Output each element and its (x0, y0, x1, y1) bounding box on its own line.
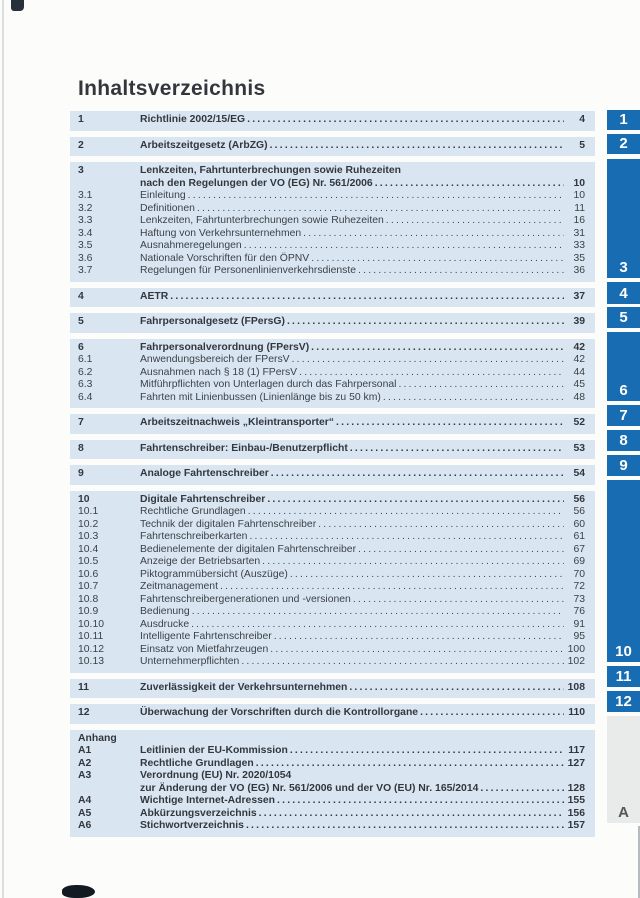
chapter-tab-4 (607, 282, 640, 304)
toc-num: 11 (78, 681, 89, 693)
toc-num: 6.3 (78, 379, 93, 390)
toc-leader (248, 506, 564, 519)
toc-leader (336, 417, 564, 430)
toc-title: Technik der digitalen Fahrtenschreiber (140, 518, 317, 530)
toc-num: 3.5 (78, 240, 93, 251)
toc-row (78, 494, 585, 507)
toc-title: AETR (140, 290, 169, 302)
toc-page (70, 78, 595, 843)
toc-title: Verordnung (EU) Nr. 2020/1054 (140, 770, 292, 781)
toc-leader (249, 531, 564, 544)
toc-title: Nationale Vorschriften für den ÖPNV (140, 252, 310, 264)
toc-page: 127 (567, 757, 585, 769)
toc-row (78, 379, 585, 392)
toc-header-row (78, 733, 585, 746)
toc-leader (247, 114, 564, 127)
toc-num: 3.7 (78, 265, 93, 276)
toc-page: 117 (568, 745, 585, 756)
toc-row (78, 581, 585, 594)
toc-leader (220, 581, 564, 594)
toc-leader (246, 820, 564, 833)
tab-label: 5 (619, 309, 628, 326)
toc-num: 10.9 (78, 606, 99, 617)
toc-leader (170, 291, 564, 304)
toc-row (78, 682, 585, 695)
toc-leader (311, 342, 564, 355)
tab-label: 10 (615, 643, 632, 660)
toc-title: Bedienung (140, 606, 190, 617)
toc-row (78, 291, 585, 304)
toc-title: Richtlinie 2002/15/EG (140, 114, 246, 125)
toc-title: Bedienelemente der digitalen Fahrtenschreiber (140, 543, 357, 555)
toc-num: 10.8 (78, 593, 99, 605)
toc-block (70, 730, 595, 837)
toc-leader (271, 468, 564, 481)
toc-row (78, 342, 585, 355)
toc-block (70, 339, 595, 409)
chapter-tab-2 (607, 134, 640, 154)
toc-num: 3.2 (78, 202, 93, 214)
toc-page: 61 (573, 531, 585, 542)
chapter-tab-1 (607, 110, 640, 130)
toc-title: Haftung von Verkehrsunternehmen (140, 227, 302, 239)
toc-title: Rechtliche Grundlagen (140, 757, 254, 769)
toc-title: Regelungen für Personenlinienverkehrsdienste (140, 265, 357, 276)
toc-num: 10.6 (78, 568, 99, 580)
chapter-tab-9 (607, 455, 640, 476)
toc-title: Fahrpersonalgesetz (FPersG) (140, 316, 285, 327)
toc-row (78, 556, 585, 569)
toc-page: 42 (573, 354, 585, 365)
toc-page: 156 (567, 807, 585, 819)
toc-leader (244, 240, 564, 253)
toc-title: Lenkzeiten, Fahrtunterbrechungen sowie Ruhezeiten (140, 165, 401, 176)
toc-block (70, 440, 595, 460)
toc-title: Arbeitszeitnachweis „Kleintransporter“ (140, 417, 335, 428)
toc-page: 16 (573, 215, 585, 226)
toc-row (78, 140, 585, 153)
toc-title: Fahrpersonalverordnung (FPersV) (140, 341, 310, 353)
toc-num: 6.4 (78, 391, 93, 403)
toc-row (78, 354, 585, 367)
toc-leader (350, 443, 564, 456)
toc-page: 70 (573, 568, 585, 580)
chapter-tab-7 (607, 405, 640, 426)
toc-num: A1 (78, 745, 92, 756)
toc-leader (358, 544, 564, 557)
toc-page: 67 (573, 543, 585, 555)
toc-num: 10.12 (78, 643, 105, 655)
toc-row (78, 506, 585, 519)
toc-num: 10.3 (78, 531, 99, 542)
tab-label: 6 (619, 382, 628, 399)
toc-title: Arbeitszeitgesetz (ArbZG) (140, 139, 268, 151)
toc-title: Zeitmanagement (140, 581, 218, 592)
chapter-tab-12 (607, 691, 640, 712)
toc-num: 10.13 (78, 656, 105, 667)
tab-label: A (618, 804, 629, 821)
toc-leader (270, 644, 564, 657)
toc-leader (375, 178, 564, 191)
tab-label: 12 (615, 693, 632, 710)
toc-leader (274, 631, 564, 644)
toc-title: Fahrtenschreiber: Einbau-/Benutzerpflicht (140, 442, 348, 454)
toc-num: A5 (78, 807, 92, 819)
toc-num: 3.3 (78, 215, 93, 226)
toc-title: Abkürzungsverzeichnis (140, 807, 257, 819)
toc-block (70, 491, 595, 673)
toc-header-label: Anhang (78, 732, 117, 744)
tab-label: 8 (619, 432, 628, 449)
toc-row (78, 203, 585, 216)
toc-leader (349, 682, 564, 695)
toc-row (78, 468, 585, 481)
toc-num: 1 (78, 114, 84, 125)
toc-leader (290, 569, 564, 582)
toc-title: Überwachung der Vorschriften durch die Kontrollorgane (140, 707, 419, 718)
toc-page: 100 (567, 643, 585, 655)
toc-page: 45 (573, 379, 585, 390)
toc-num: 10 (78, 493, 90, 505)
toc-row (78, 519, 585, 532)
toc-leader (386, 215, 564, 228)
toc-row (78, 215, 585, 228)
toc-title: nach den Regelungen der VO (EG) Nr. 561/2006 (140, 177, 373, 189)
toc-row (78, 443, 585, 456)
chapter-tab-6 (607, 332, 640, 401)
toc-row (78, 165, 585, 178)
toc-num: 6.2 (78, 366, 93, 378)
toc-leader (353, 594, 564, 607)
toc-title: zur Änderung der VO (EG) Nr. 561/2006 und der VO (EU) Nr. 165/2014 (140, 782, 479, 794)
toc-num: 2 (78, 139, 84, 151)
toc-row (78, 644, 585, 657)
toc-leader (292, 354, 564, 367)
toc-row (78, 531, 585, 544)
toc-row (78, 569, 585, 582)
toc-block (70, 679, 595, 699)
toc-row (78, 606, 585, 619)
toc-list (70, 111, 595, 837)
toc-row (78, 707, 585, 720)
scan-artifact-bottom-left (62, 885, 95, 898)
toc-page: 52 (573, 417, 585, 428)
toc-num: 4 (78, 290, 84, 302)
toc-title: Ausnahmen nach § 18 (1) FPersV (140, 366, 298, 378)
chapter-tab-11 (607, 666, 640, 687)
toc-row (78, 808, 585, 821)
toc-title: Zuverlässigkeit der Verkehrsunternehmen (140, 681, 348, 693)
chapter-tab-5 (607, 307, 640, 328)
toc-row (78, 745, 585, 758)
toc-leader (256, 758, 564, 771)
toc-row (78, 594, 585, 607)
toc-num: 10.4 (78, 543, 99, 555)
toc-leader (290, 745, 564, 758)
toc-title: Definitionen (140, 202, 195, 214)
toc-page: 37 (573, 290, 585, 302)
toc-leader (303, 228, 564, 241)
toc-row (78, 392, 585, 405)
toc-num: 10.2 (78, 518, 99, 530)
toc-page: 44 (573, 366, 585, 378)
tab-label: 9 (619, 457, 628, 474)
toc-page: 53 (573, 442, 585, 454)
toc-row (78, 316, 585, 329)
toc-row (78, 656, 585, 669)
toc-page: 69 (573, 556, 585, 567)
toc-leader (267, 494, 564, 507)
toc-page: 4 (579, 114, 585, 125)
toc-num: 9 (78, 468, 84, 479)
toc-page: 39 (573, 316, 585, 327)
toc-leader (262, 556, 564, 569)
toc-num: 10.7 (78, 581, 99, 592)
toc-page: 56 (573, 493, 585, 505)
toc-num: 10.11 (78, 631, 104, 642)
scan-edge-line (2, 0, 4, 898)
toc-title: Piktogrammübersicht (Auszüge) (140, 568, 288, 580)
toc-title: Einleitung (140, 190, 186, 201)
toc-page: 155 (567, 795, 585, 806)
toc-leader (192, 606, 564, 619)
toc-title: Anzeige der Betriebsarten (140, 556, 261, 567)
toc-leader (318, 519, 564, 532)
toc-page: 31 (573, 227, 585, 239)
toc-row (78, 265, 585, 278)
toc-page: 5 (579, 139, 585, 151)
toc-num: 6.1 (78, 354, 93, 365)
toc-block (70, 137, 595, 157)
toc-title: Wichtige Internet-Adressen (140, 795, 276, 806)
toc-page: 157 (567, 820, 585, 831)
toc-block (70, 465, 595, 485)
toc-block (70, 313, 595, 333)
toc-title: Fahrtenschreibergenerationen und -versionen (140, 593, 351, 605)
toc-page: 108 (567, 681, 585, 693)
toc-row (78, 417, 585, 430)
toc-num: 10.10 (78, 618, 105, 630)
toc-row (78, 240, 585, 253)
toc-page: 95 (573, 631, 585, 642)
toc-row (78, 544, 585, 557)
toc-leader (383, 392, 564, 405)
toc-block (70, 162, 595, 282)
toc-title: Rechtliche Grundlagen (140, 506, 246, 517)
toc-num: 12 (78, 707, 90, 718)
tab-label: 1 (619, 111, 628, 128)
toc-num: 3.4 (78, 227, 93, 239)
toc-leader (259, 808, 564, 821)
toc-title: Lenkzeiten, Fahrtunterbrechungen sowie Ruhezeiten (140, 215, 384, 226)
toc-row (78, 367, 585, 380)
toc-row (78, 619, 585, 632)
toc-title: Fahrten mit Linienbussen (Linienlänge bis zu 50 km) (140, 391, 381, 403)
toc-block (70, 414, 595, 434)
toc-leader (480, 783, 564, 796)
toc-title: Anwendungsbereich der FPersV (140, 354, 290, 365)
toc-num: A2 (78, 757, 92, 769)
toc-title: Analoge Fahrtenschreiber (140, 468, 269, 479)
toc-page: 102 (567, 656, 585, 667)
toc-title: Leitlinien der EU-Kommission (140, 745, 288, 756)
toc-leader (277, 795, 564, 808)
toc-row (78, 758, 585, 771)
tab-label: 4 (619, 285, 628, 302)
toc-num: A4 (78, 795, 92, 806)
toc-num: 7 (78, 417, 84, 428)
toc-row (78, 190, 585, 203)
tab-label: 3 (619, 259, 628, 276)
toc-page: 91 (573, 618, 585, 630)
toc-page: 54 (573, 468, 585, 479)
toc-block (70, 288, 595, 308)
toc-block (70, 704, 595, 724)
toc-title: Unternehmerpflichten (140, 656, 240, 667)
chapter-tab-8 (607, 430, 640, 451)
toc-page: 128 (567, 782, 585, 794)
toc-title: Intelligente Fahrtenschreiber (140, 631, 272, 642)
toc-num: 10.1 (78, 506, 99, 517)
toc-row-continuation (78, 783, 585, 796)
toc-num: A3 (78, 770, 92, 781)
toc-row (78, 795, 585, 808)
toc-num: A6 (78, 820, 92, 831)
toc-leader (197, 203, 564, 216)
toc-leader (398, 379, 564, 392)
toc-num: 8 (78, 442, 84, 454)
toc-block (70, 111, 595, 131)
page-title: Inhaltsverzeichnis (78, 77, 266, 100)
toc-num: 3 (78, 165, 84, 176)
toc-row (78, 820, 585, 833)
toc-title: Mitführpflichten von Unterlagen durch das Fahrpersonal (140, 379, 397, 390)
toc-page: 33 (573, 240, 585, 251)
tab-label: 11 (615, 668, 632, 685)
toc-num: 10.5 (78, 556, 99, 567)
toc-page: 11 (574, 202, 585, 214)
chapter-tabs (607, 0, 640, 898)
toc-leader (270, 140, 564, 153)
toc-row (78, 114, 585, 127)
scan-artifact-top-left (11, 0, 24, 11)
toc-leader (311, 253, 564, 266)
toc-leader (358, 265, 564, 278)
toc-row (78, 253, 585, 266)
toc-leader (420, 707, 564, 720)
chapter-tab-10 (607, 480, 640, 662)
toc-page: 48 (573, 391, 585, 403)
chapter-tab-anhang (607, 716, 640, 823)
tab-label: 2 (619, 135, 628, 152)
toc-leader (287, 316, 564, 329)
toc-num: 3.1 (78, 190, 93, 201)
tab-label: 7 (619, 407, 628, 424)
toc-page: 72 (573, 581, 585, 592)
toc-page: 10 (573, 177, 585, 189)
toc-page: 73 (573, 593, 585, 605)
toc-page: 110 (568, 707, 585, 718)
toc-page: 42 (573, 341, 585, 353)
toc-title: Digitale Fahrtenschreiber (140, 493, 266, 505)
toc-page: 36 (573, 265, 585, 276)
toc-row (78, 770, 585, 783)
toc-page: 60 (573, 518, 585, 530)
toc-num: 3.6 (78, 252, 93, 264)
toc-page: 10 (573, 190, 585, 201)
toc-title: Einsatz von Mietfahrzeugen (140, 643, 269, 655)
toc-title: Stichwortverzeichnis (140, 820, 244, 831)
toc-row (78, 228, 585, 241)
toc-num: 6 (78, 341, 84, 353)
toc-page: 76 (573, 606, 585, 617)
toc-page: 35 (573, 252, 585, 264)
toc-num: 5 (78, 316, 84, 327)
toc-row-continuation (78, 178, 585, 191)
toc-title: Ausdrucke (140, 618, 190, 630)
toc-leader (191, 619, 564, 632)
chapter-tab-3 (607, 159, 640, 278)
toc-title: Ausnahmeregelungen (140, 240, 242, 251)
toc-row (78, 631, 585, 644)
toc-page: 56 (573, 506, 585, 517)
toc-title: Fahrtenschreiberkarten (140, 531, 248, 542)
toc-leader (299, 367, 564, 380)
toc-leader (241, 656, 564, 669)
toc-leader (188, 190, 564, 203)
